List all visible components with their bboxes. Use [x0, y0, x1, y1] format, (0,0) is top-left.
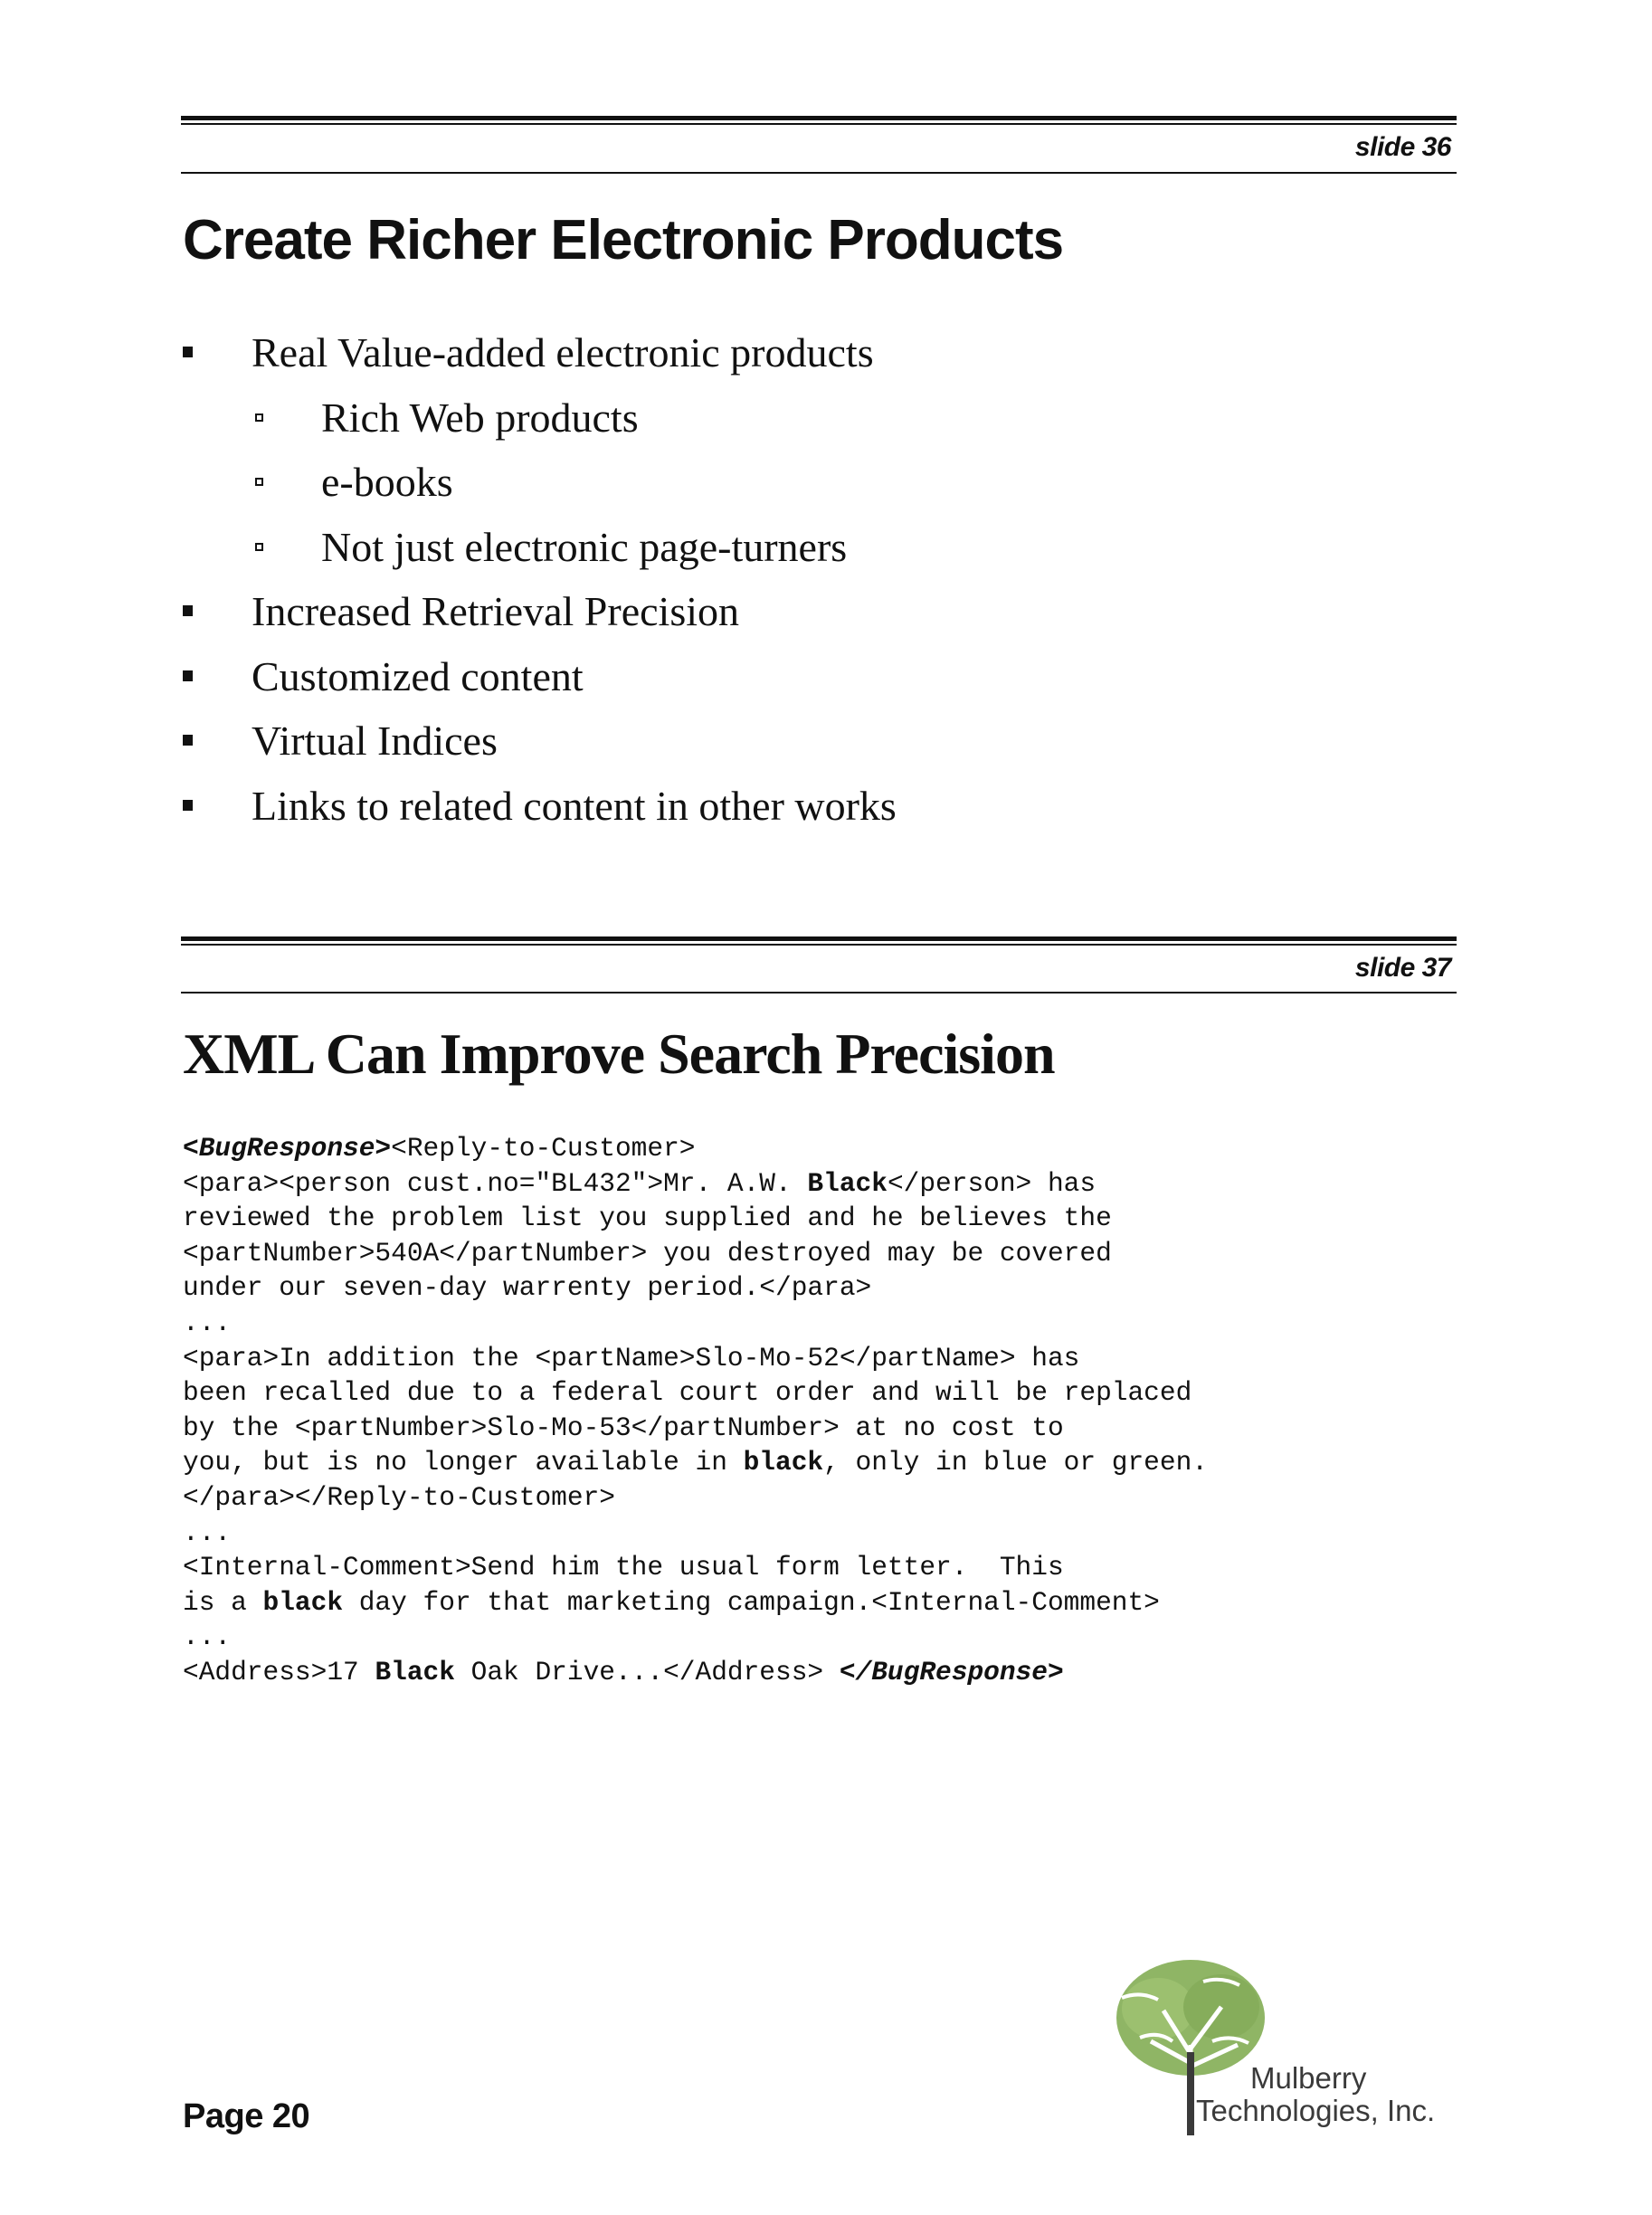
code-line — [183, 1168, 1096, 1199]
sub-bullet-item: Rich Web products — [181, 393, 639, 443]
code-emphasis: </BugResponse> — [839, 1656, 1064, 1687]
bullet-item: Increased Retrieval Precision — [181, 586, 739, 637]
page-number: Page 20 — [183, 2097, 310, 2135]
logo-text-technologies: Technologies, Inc. — [1196, 2094, 1436, 2127]
code-text: by the <partNumber>Slo-Mo-53</partNumber> at no cost to — [183, 1412, 1064, 1443]
bullet-item: Virtual Indices — [181, 716, 498, 766]
code-emphasis: black — [743, 1447, 824, 1478]
slide-title: XML Can Improve Search Precision — [183, 1022, 1055, 1086]
code-line — [183, 1552, 1064, 1583]
code-line — [183, 1621, 231, 1652]
bullet-item: Real Value-added electronic products — [181, 328, 874, 378]
code-emphasis: <BugResponse> — [183, 1133, 392, 1164]
code-line — [183, 1238, 1112, 1269]
code-line — [183, 1447, 1208, 1478]
logo-text-mulberry: Mulberry — [1250, 2061, 1367, 2095]
header-rule-bottom — [181, 172, 1457, 174]
code-line — [183, 1517, 231, 1548]
slide-title: Create Richer Electronic Products — [183, 209, 1064, 271]
code-line — [183, 1272, 871, 1303]
code-line — [183, 1203, 1112, 1233]
header-rule-thick — [181, 936, 1457, 941]
slide-number: slide 37 — [1354, 953, 1451, 983]
code-text: under our seven-day warrenty period.</para> — [183, 1272, 872, 1304]
code-line — [183, 1377, 1192, 1408]
code-text: day for that marketing campaign.<Internal-Comment> — [343, 1586, 1160, 1618]
code-text: ... — [183, 1621, 232, 1653]
header-rule-thin — [181, 944, 1457, 946]
code-emphasis: Black — [375, 1656, 455, 1687]
code-text: reviewed the problem list you supplied and he believes the — [183, 1203, 1112, 1234]
code-text: <partNumber>540A</partNumber> you destroyed may be covered — [183, 1237, 1112, 1269]
code-text: is a — [183, 1586, 263, 1618]
code-line — [183, 1307, 231, 1338]
code-text: <para><person cust.no="BL432">Mr. A.W. — [183, 1167, 808, 1199]
header-rule-thin — [181, 123, 1457, 125]
code-line — [183, 1657, 1064, 1687]
code-text: been recalled due to a federal court order and will be replaced — [183, 1377, 1192, 1409]
code-line — [183, 1482, 615, 1513]
code-text: you, but is no longer available in — [183, 1447, 744, 1478]
code-text: ... — [183, 1516, 232, 1548]
code-line — [183, 1343, 1079, 1374]
header-rule-thick — [181, 116, 1457, 120]
header-rule-bottom — [181, 992, 1457, 993]
code-emphasis: Black — [807, 1167, 888, 1199]
code-text: ... — [183, 1307, 232, 1338]
code-line — [183, 1133, 696, 1164]
code-text: <Address>17 — [183, 1656, 375, 1687]
bullet-item: Customized content — [181, 651, 584, 702]
code-text: <Internal-Comment>Send him the usual form letter. This — [183, 1552, 1064, 1583]
code-text: <Reply-to-Customer> — [391, 1133, 696, 1164]
code-line — [183, 1412, 1064, 1443]
code-text: <para>In addition the <partName>Slo-Mo-52</partName> has — [183, 1342, 1080, 1374]
code-line — [183, 1587, 1160, 1618]
code-text: , only in blue or green. — [823, 1447, 1208, 1478]
sub-bullet-item: e-books — [181, 457, 453, 508]
code-text: </para></Reply-to-Customer> — [183, 1481, 615, 1513]
sub-bullet-item: Not just electronic page-turners — [181, 522, 847, 573]
slide-number: slide 36 — [1354, 132, 1451, 162]
company-logo — [1104, 1954, 1466, 2135]
code-text: </person> has — [887, 1167, 1097, 1199]
bullet-item: Links to related content in other works — [181, 781, 897, 832]
code-emphasis: black — [262, 1586, 344, 1618]
code-text: Oak Drive...</Address> — [454, 1656, 840, 1687]
xml-code-sample — [183, 1131, 1208, 1690]
